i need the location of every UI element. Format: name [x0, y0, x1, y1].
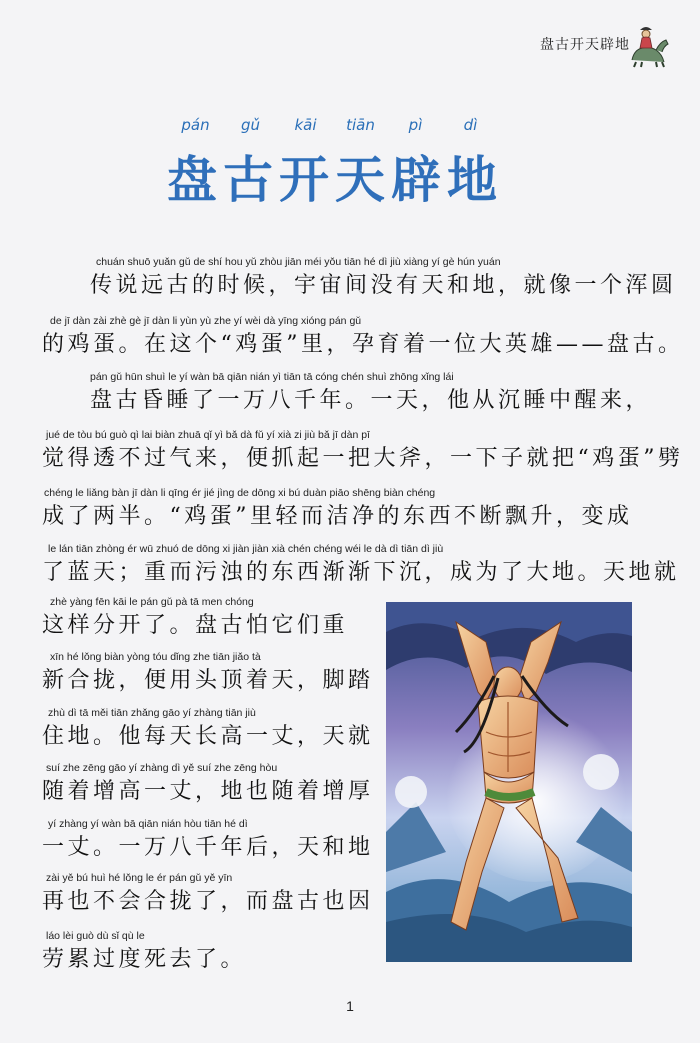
- hanzi-line: 再也不会合拢了，而盘古也因: [42, 889, 374, 914]
- hanzi-line: 一丈。一万八千年后，天和地: [42, 835, 374, 860]
- title-pinyin-syllable: tiān: [346, 116, 375, 134]
- pangu-illustration: [386, 602, 632, 962]
- pinyin-line: xīn hé lǒng biàn yòng tóu dǐng zhe tiān jiǎo tà: [50, 651, 261, 663]
- pinyin-line: zhù dì tā měi tiān zhǎng gāo yí zhàng tiān jiù: [48, 707, 256, 719]
- pinyin-line: yí zhàng yí wàn bā qiān nián hòu tiān hé dì: [48, 818, 248, 830]
- pinyin-line: chuán shuō yuǎn gǔ de shí hou yǔ zhòu jiān méi yǒu tiān hé dì jiù xiàng yí gè hún yuán: [96, 256, 501, 268]
- pinyin-line: jué de tòu bú guò qì lai biàn zhuā qǐ yì bǎ dà fǔ yí xià zi jiù bǎ jī dàn pī: [46, 429, 370, 441]
- hanzi-line: 新合拢，便用头顶着天，脚踏: [42, 668, 374, 693]
- hanzi-line: 劳累过度死去了。: [42, 947, 247, 972]
- hanzi-line: 觉得透不过气来，便抓起一把大斧，一下子就把“鸡蛋”劈: [42, 446, 684, 471]
- title-pinyin-syllable: pán: [181, 116, 210, 134]
- pinyin-line: zhè yàng fēn kāi le pán gǔ pà tā men chóng: [50, 596, 254, 608]
- title-pinyin-syllable: gǔ: [240, 116, 261, 134]
- page-number: 1: [346, 998, 354, 1014]
- pinyin-line: zài yě bú huì hé lǒng le ér pán gǔ yě yīn: [46, 872, 233, 884]
- pinyin-line: le lán tiān zhòng ér wū zhuó de dōng xi jiàn jiàn xià chén chéng wéi le dà dì tiān dì jiù: [48, 543, 444, 555]
- hanzi-line: 随着增高一丈，地也随着增厚: [42, 779, 374, 804]
- hanzi-line: 传说远古的时候，宇宙间没有天和地，就像一个浑圆: [90, 273, 677, 298]
- title-pinyin-syllable: kāi: [294, 116, 317, 134]
- hanzi-line: 了蓝天；重而污浊的东西渐渐下沉，成为了大地。天地就: [42, 560, 680, 585]
- hanzi-line: 盘古昏睡了一万八千年。一天，他从沉睡中醒来，: [90, 388, 652, 413]
- pinyin-line: pán gǔ hūn shuì le yí wàn bā qiān nián yì tiān tā cóng chén shuì zhōng xǐng lái: [90, 371, 454, 383]
- hanzi-line: 的鸡蛋。在这个“鸡蛋”里，孕育着一位大英雄——盘古。: [42, 332, 684, 357]
- pinyin-line: de jī dàn zài zhè gè jī dàn li yùn yù zhe yí wèi dà yīng xióng pán gǔ: [50, 315, 362, 327]
- title-pinyin-syllable: pì: [408, 116, 423, 134]
- hanzi-line: 住地。他每天长高一丈，天就: [42, 724, 374, 749]
- hanzi-line: 这样分开了。盘古怕它们重: [42, 613, 349, 638]
- pinyin-line: suí zhe zēng gāo yí zhàng dì yě suí zhe zēng hòu: [46, 762, 278, 774]
- pinyin-line: láo lèi guò dù sǐ qù le: [46, 930, 145, 942]
- title-pinyin-row: [168, 116, 498, 134]
- hanzi-line: 成了两半。“鸡蛋”里轻而洁净的东西不断飘升，变成: [42, 504, 633, 529]
- title-pinyin-syllable: dì: [463, 116, 478, 134]
- pinyin-line: chéng le liǎng bàn jī dàn li qīng ér jié jìng de dōng xi bú duàn piāo shēng biàn chéng: [44, 487, 436, 499]
- running-header-title: 盘古开天辟地: [540, 37, 630, 53]
- rider-on-horse-icon: [626, 20, 670, 68]
- page-title: 盘古开天辟地: [167, 151, 503, 209]
